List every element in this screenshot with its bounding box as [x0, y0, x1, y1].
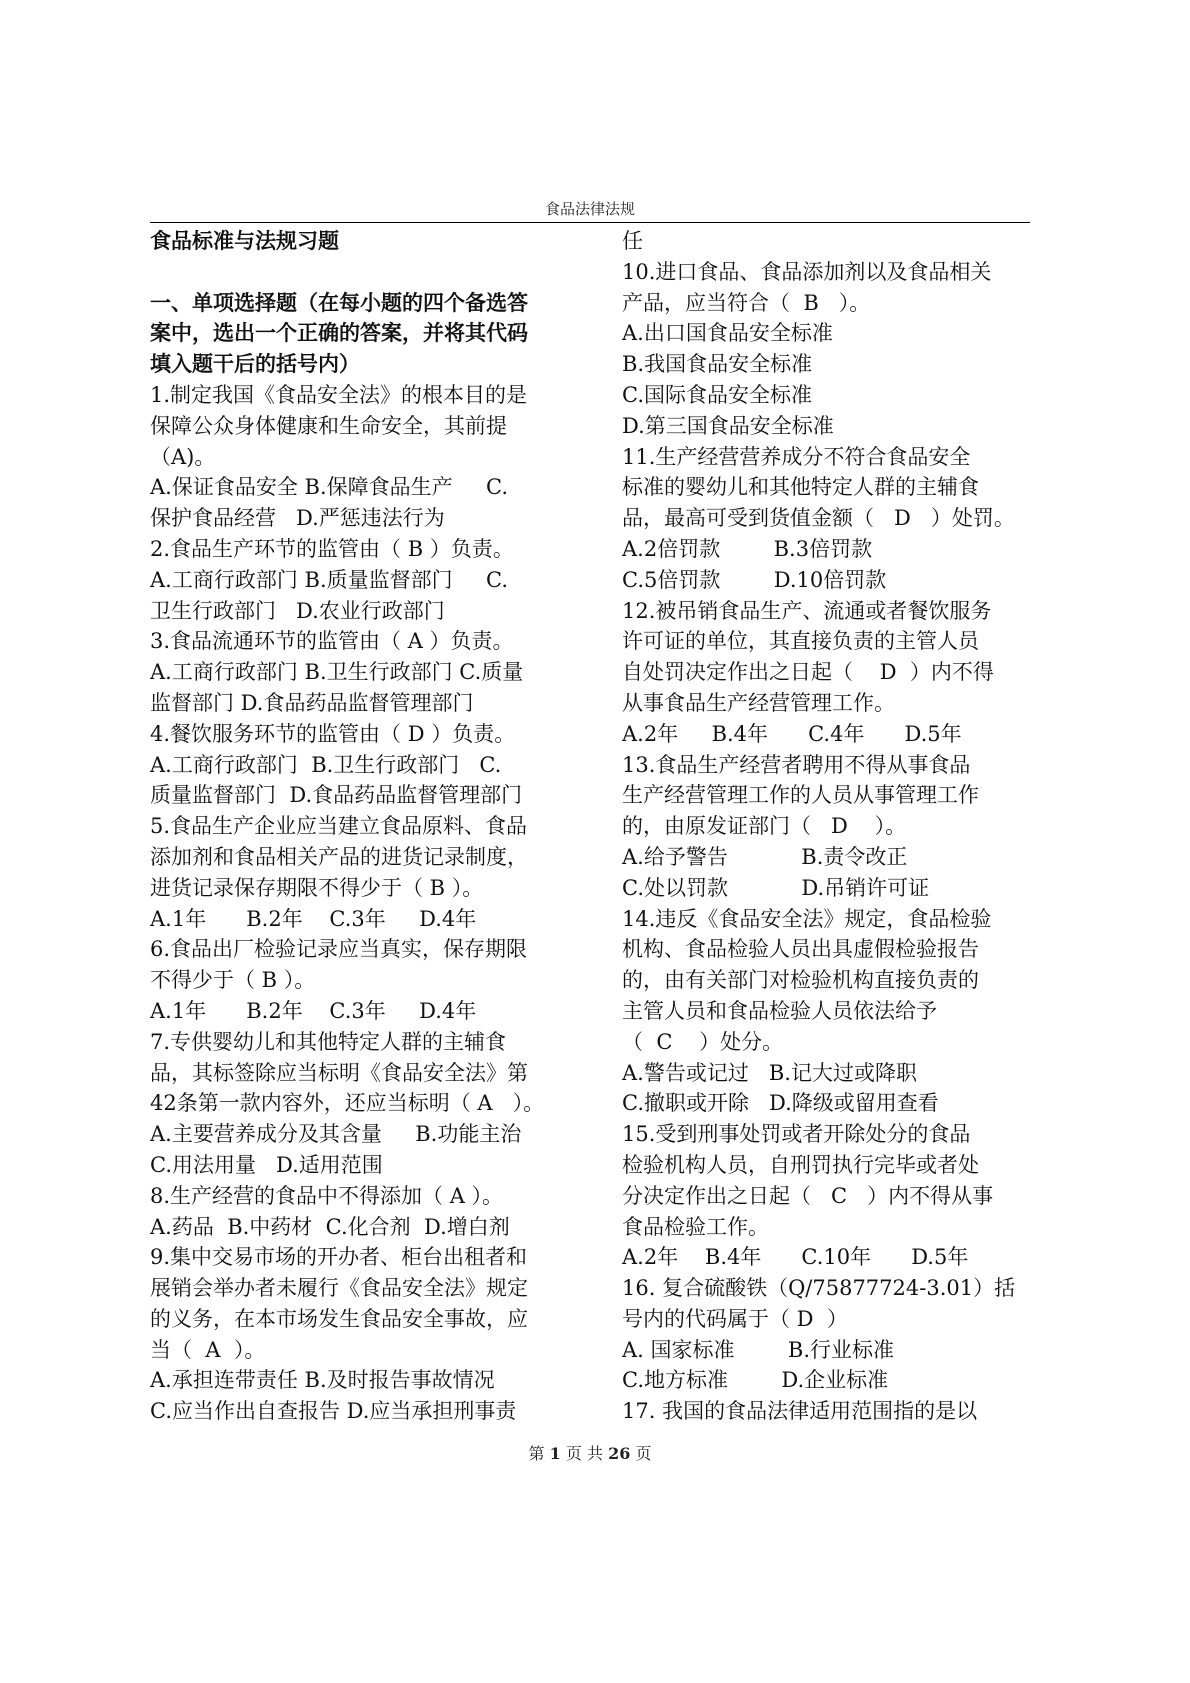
footer-total-pages: 26	[608, 1444, 631, 1463]
text-line: 监督部门 D.食品药品监督管理部门	[150, 690, 474, 715]
section-heading-line: 案中，选出一个正确的答案，并将其代码	[150, 320, 528, 346]
text-line: A.警告或记过 B.记大过或降职	[622, 1060, 917, 1085]
right-column	[622, 226, 1062, 1427]
text-line: 分决定作出之日起（ C ）内不得从事	[622, 1183, 994, 1208]
text-line: C.撤职或开除 D.降级或留用查看	[622, 1091, 939, 1116]
text-line: 标准的婴幼儿和其他特定人群的主辅食	[622, 475, 979, 500]
footer-prefix: 第	[528, 1444, 545, 1463]
text-line: A.给予警告 B.责令改正	[622, 844, 908, 869]
page-header-title: 食品法律法规	[544, 200, 635, 218]
page-footer	[150, 1441, 1030, 1464]
text-line: （A)。	[150, 444, 216, 469]
text-line: A.2倍罚款 B.3倍罚款	[622, 536, 873, 561]
text-line: 5.食品生产企业应当建立食品原料、食品	[150, 814, 528, 839]
text-line: A.药品 B.中药材 C.化合剂 D.增白剂	[150, 1214, 510, 1239]
footer-suffix: 页	[635, 1444, 652, 1463]
text-line: 品，最高可受到货值金额（ D ）处罚。	[622, 506, 1015, 531]
text-line: 10.进口食品、食品添加剂以及食品相关	[622, 259, 992, 284]
text-line: 14.违反《食品安全法》规定，食品检验	[622, 906, 992, 931]
text-line: 当（ A ）。	[150, 1337, 266, 1362]
text-line: C.用法用量 D.适用范围	[150, 1152, 383, 1177]
text-line: 的义务，在本市场发生食品安全事故，应	[150, 1306, 528, 1331]
text-line: A.工商行政部门 B.卫生行政部门 C.质量	[150, 660, 524, 685]
text-line: 机构、食品检验人员出具虚假检验报告	[622, 937, 979, 962]
text-line: 15.受到刑事处罚或者开除处分的食品	[622, 1122, 971, 1147]
section-heading-line: 填入题干后的括号内）	[150, 351, 360, 377]
text-line: 的，由原发证部门（ D ）。	[622, 814, 907, 839]
text-line: 3.食品流通环节的监管由（ A ）负责。	[150, 629, 514, 654]
text-line: A.保证食品安全 B.保障食品生产 C.	[150, 475, 508, 500]
text-line: A.1年 B.2年 C.3年 D.4年	[150, 906, 477, 931]
section-heading-line: 食品标准与法规习题	[150, 228, 339, 253]
text-line: 4.餐饮服务环节的监管由（ D ）负责。	[150, 721, 516, 746]
text-line: 42条第一款内容外，还应当标明（ A ）。	[150, 1091, 545, 1116]
text-line: 品，其标签除应当标明《食品安全法》第	[150, 1060, 528, 1085]
text-line: 6.食品出厂检验记录应当真实，保存期限	[150, 937, 528, 962]
text-line: 质量监督部门 D.食品药品监督管理部门	[150, 783, 523, 808]
text-line: 保障公众身体健康和生命安全，其前提	[150, 413, 507, 438]
text-line: A.2年 B.4年 C.4年 D.5年	[622, 721, 962, 746]
section-heading-line: 一、单项选择题（在每小题的四个备选答	[150, 289, 528, 315]
text-line: 9.集中交易市场的开办者、柜台出租者和	[150, 1245, 528, 1270]
text-line: A.2年 B.4年 C.10年 D.5年	[622, 1245, 969, 1270]
text-line: C.5倍罚款 D.10倍罚款	[622, 567, 887, 592]
text-line: 展销会举办者未履行《食品安全法》规定	[150, 1276, 528, 1301]
footer-current-page: 1	[549, 1444, 561, 1463]
text-line: A. 国家标准 B.行业标准	[622, 1337, 895, 1362]
footer-middle: 页 共	[565, 1444, 603, 1463]
header-rule	[150, 222, 1030, 223]
text-line: A.1年 B.2年 C.3年 D.4年	[150, 998, 477, 1023]
text-line: 产品，应当符合（ B ）。	[622, 290, 871, 315]
text-line: 2.食品生产环节的监管由（ B ）负责。	[150, 536, 514, 561]
text-line: 主管人员和食品检验人员依法给予	[622, 998, 937, 1023]
text-line: A.主要营养成分及其含量 B.功能主治	[150, 1122, 522, 1147]
text-line: A.工商行政部门 B.质量监督部门 C.	[150, 567, 508, 592]
text-line: 自处罚决定作出之日起（ D ）内不得	[622, 660, 994, 685]
text-line: 8.生产经营的食品中不得添加（ A ）。	[150, 1183, 504, 1208]
text-line: A.承担连带责任 B.及时报告事故情况	[150, 1368, 495, 1393]
text-line: 1.制定我国《食品安全法》的根本目的是	[150, 382, 528, 407]
text-line: B.我国食品安全标准	[622, 352, 813, 377]
text-line: 生产经营管理工作的人员从事管理工作	[622, 783, 979, 808]
text-line: 的，由有关部门对检验机构直接负责的	[622, 968, 979, 993]
text-line: C.处以罚款 D.吊销许可证	[622, 875, 930, 900]
text-line: 17. 我国的食品法律适用范围指的是以	[622, 1399, 978, 1424]
text-line: 不得少于（ B ）。	[150, 968, 316, 993]
text-line: （ C ）处分。	[622, 1029, 784, 1054]
text-line: 食品检验工作。	[622, 1214, 769, 1239]
text-line: C.国际食品安全标准	[622, 382, 812, 407]
text-line: 保护食品经营 D.严惩违法行为	[150, 506, 445, 531]
text-line: A.出口国食品安全标准	[622, 321, 833, 346]
text-line: 许可证的单位，其直接负责的主管人员	[622, 629, 979, 654]
text-line: A.工商行政部门 B.卫生行政部门 C.	[150, 752, 502, 777]
text-line: 进货记录保存期限不得少于（ B ）。	[150, 875, 484, 900]
text-line: 从事食品生产经营管理工作。	[622, 690, 895, 715]
text-line: 卫生行政部门 D.农业行政部门	[150, 598, 445, 623]
text-line: 13.食品生产经营者聘用不得从事食品	[622, 752, 971, 777]
text-line: 检验机构人员，自刑罚执行完毕或者处	[622, 1152, 979, 1177]
text-line: 添加剂和食品相关产品的进货记录制度，	[150, 844, 528, 869]
text-line: C.应当作出自查报告 D.应当承担刑事责	[150, 1399, 517, 1424]
text-line: 7.专供婴幼儿和其他特定人群的主辅食	[150, 1029, 507, 1054]
text-line: 12.被吊销食品生产、流通或者餐饮服务	[622, 598, 992, 623]
blank-line	[150, 257, 590, 288]
left-column	[150, 226, 590, 1427]
text-line: C.地方标准 D.企业标准	[622, 1368, 889, 1393]
text-line: 11.生产经营营养成分不符合食品安全	[622, 444, 971, 469]
text-line: D.第三国食品安全标准	[622, 413, 834, 438]
text-line: 号内的代码属于（ D ）	[622, 1306, 848, 1331]
text-line: 任	[622, 229, 643, 253]
text-line: 16. 复合硫酸铁（Q/75877724-3.01）括	[622, 1276, 1016, 1301]
